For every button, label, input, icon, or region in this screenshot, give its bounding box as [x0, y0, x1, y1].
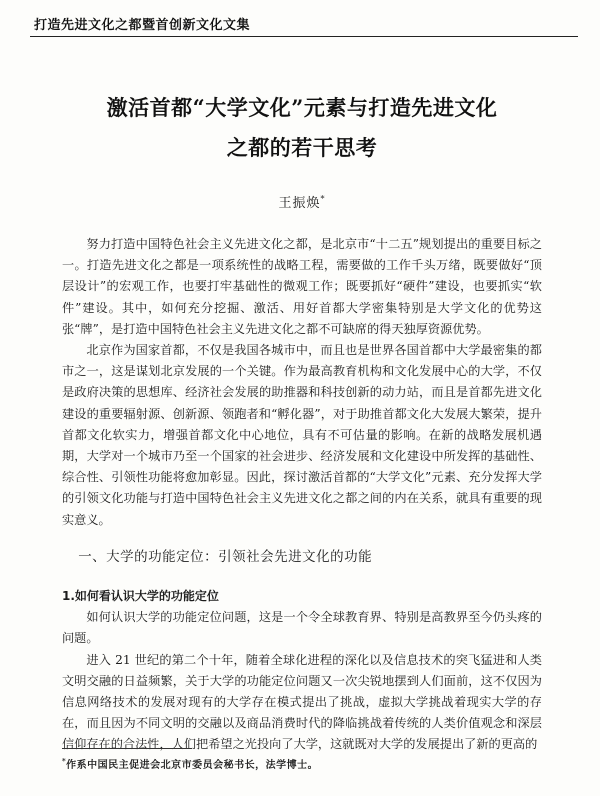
footnote-text: 作系中国民主促进会北京市委员会秘书长，法学博士。 — [66, 760, 319, 771]
footnote-mark: * — [62, 756, 67, 766]
title-line-2: 之都的若干思考 — [226, 135, 378, 160]
paragraph-21st-century: 进入 21 世纪的第二个十年，随着全球化进程的深化以及信息技术的突飞猛进和人类文明交融的日益频繁，关于大学的功能定位问题又一次尖锐地摆到人们面前，这不仅因为信息网络技术的发展对现有的大学存在模式提出了挑战，虚拟大学挑战着现实大学的存在，而且因为不同文明的交融以及商品消费时代的降临挑战着传统的人类价值观念和深层信仰存在的合法性，人们把希望之光投向了大学，这就既对大学的发展提出了新的更高的 — [62, 652, 542, 752]
author-byline — [0, 192, 600, 211]
article-body — [62, 234, 542, 756]
author-footnote-mark: * — [320, 194, 326, 204]
author-name: 王振焕 — [278, 196, 321, 211]
running-header: 打造先进文化之都暨首创新文化文集 — [34, 18, 251, 33]
title-line-1: 激活首都“大学文化”元素与打造先进文化 — [106, 95, 498, 120]
header-rule — [30, 36, 578, 37]
paragraph-beijing: 北京作为国家首都，不仅是我国各城市中，而且也是世界各国首都中大学最密集的都市之一，这是谋划北京发展的一个关键。作为最高教育机构和文化发展中心的大学，不仅是政府决策的思想库、经济社会发展的助推器和科技创新的动力站，而且是首都先进文化建设的重要辐射源、创新源、领跑者和“孵化器”，对于助推首都文化大发展大繁荣，提升首都文化软实力，增强首都文化中心地位，具有不可估量的影响。在新的战略发展机遇期，大学对一个城市乃至一个国家的社会进步、经济发展和文化建设中所发挥的基础性、综合性、引领性功能将愈加彰显。因此，探讨激活首都的“大学文化”元素、充分发挥大学的引领文化功能与打造中国特色社会主义先进文化之都之间的内在关系，就具有重要的现实意义。 — [62, 343, 542, 527]
paragraph-question: 如何认识大学的功能定位问题，这是一个令全球教育界、特别是高教界至今仍头疼的问题。 — [62, 610, 542, 646]
section-heading-1: 一、大学的功能定位：引领社会先进文化的功能 — [78, 548, 373, 565]
footnote — [62, 756, 542, 771]
paragraph-intro: 努力打造中国特色社会主义先进文化之都，是北京市“十二五”规划提出的重要目标之一。打造先进文化之都是一项系统性的战略工程，需要做的工作千头万绪，既要做好“顶层设计”的宏观工作，也要打牢基础性的微观工作；既要抓好“硬件”建设，也要抓实“软件”建设。其中，如何充分挖掘、激活、用好首都大学密集特别是大学文化的优势这张“牌”，是打造中国特色社会主义先进文化之都不可缺席的得天独厚资源优势。 — [62, 237, 542, 336]
footnote-rule — [62, 748, 192, 749]
article-title — [40, 88, 564, 168]
subsection-heading-1: 1.如何看认识大学的功能定位 — [62, 589, 219, 604]
